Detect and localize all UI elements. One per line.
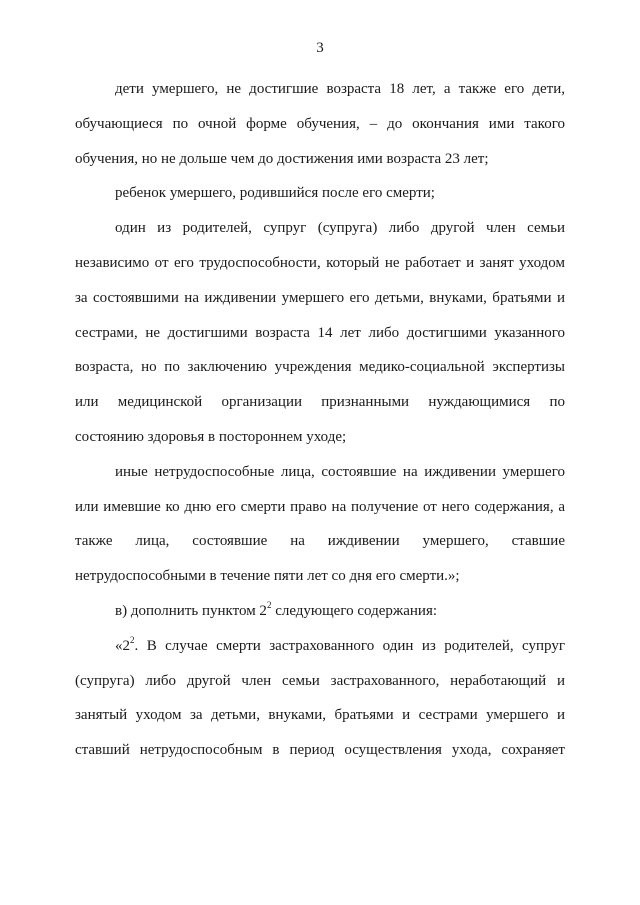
text-line: нетрудоспособными в течение пяти лет со дня его смерти.»; <box>75 568 460 585</box>
text-line: занятый уходом за детьми, внуками, братьями и сестрами умершего и <box>75 707 565 724</box>
paragraph-block-main <box>75 72 565 594</box>
text-line: (супруга) либо другой член семьи застрахованного, неработающий и <box>75 672 565 689</box>
clause-text: . В случае смерти застрахованного один из родителей, супруг <box>134 637 565 654</box>
amendment-text-start: в) дополнить пунктом 2 <box>115 602 267 619</box>
text-line: обучения, но не дольше чем до достижения ими возраста 23 лет; <box>75 150 489 167</box>
text-line: обучающиеся по очной форме обучения, – до окончания ими такого <box>75 115 565 132</box>
text-line: иные нетрудоспособные лица, состоявшие на иждивении умершего <box>115 463 565 480</box>
page-number: 3 <box>316 40 324 56</box>
amendment-text-end: следующего содержания: <box>271 602 438 619</box>
text-line: возраста, но по заключению учреждения медико-социальной экспертизы <box>75 359 565 376</box>
text-line: ребенок умершего, родившийся после его смерти; <box>115 185 435 202</box>
text-line: за состоявшими на иждивении умершего его детьми, внуками, братьями и <box>75 289 565 306</box>
body-text <box>75 72 565 768</box>
text-line: или медицинской организации признанными нуждающимися по <box>75 394 565 411</box>
text-line: ставший нетрудоспособным в период осуществления ухода, сохраняет <box>75 742 565 759</box>
text-line: или имевшие ко дню его смерти право на получение от него содержания, а <box>75 498 565 515</box>
clause-number-start: «2 <box>115 637 130 654</box>
paragraph-block-tail <box>75 664 565 768</box>
text-line: дети умершего, не достигшие возраста 18 лет, а также его дети, <box>115 81 565 97</box>
text-line: сестрами, не достигшими возраста 14 лет либо достигшими указанного <box>75 324 565 341</box>
quoted-clause-line <box>75 629 565 664</box>
amendment-line <box>75 594 565 629</box>
text-line: один из родителей, супруг (супруга) либо другой член семьи <box>115 220 565 237</box>
superscript-marker: 2 <box>266 599 272 610</box>
text-line: состоянию здоровья в постороннем уходе; <box>75 428 347 445</box>
text-line: также лица, состоявшие на иждивении умершего, ставшие <box>75 533 565 550</box>
text-line: независимо от его трудоспособности, который не работает и занят уходом <box>75 254 565 271</box>
superscript-marker: 2 <box>130 634 135 645</box>
